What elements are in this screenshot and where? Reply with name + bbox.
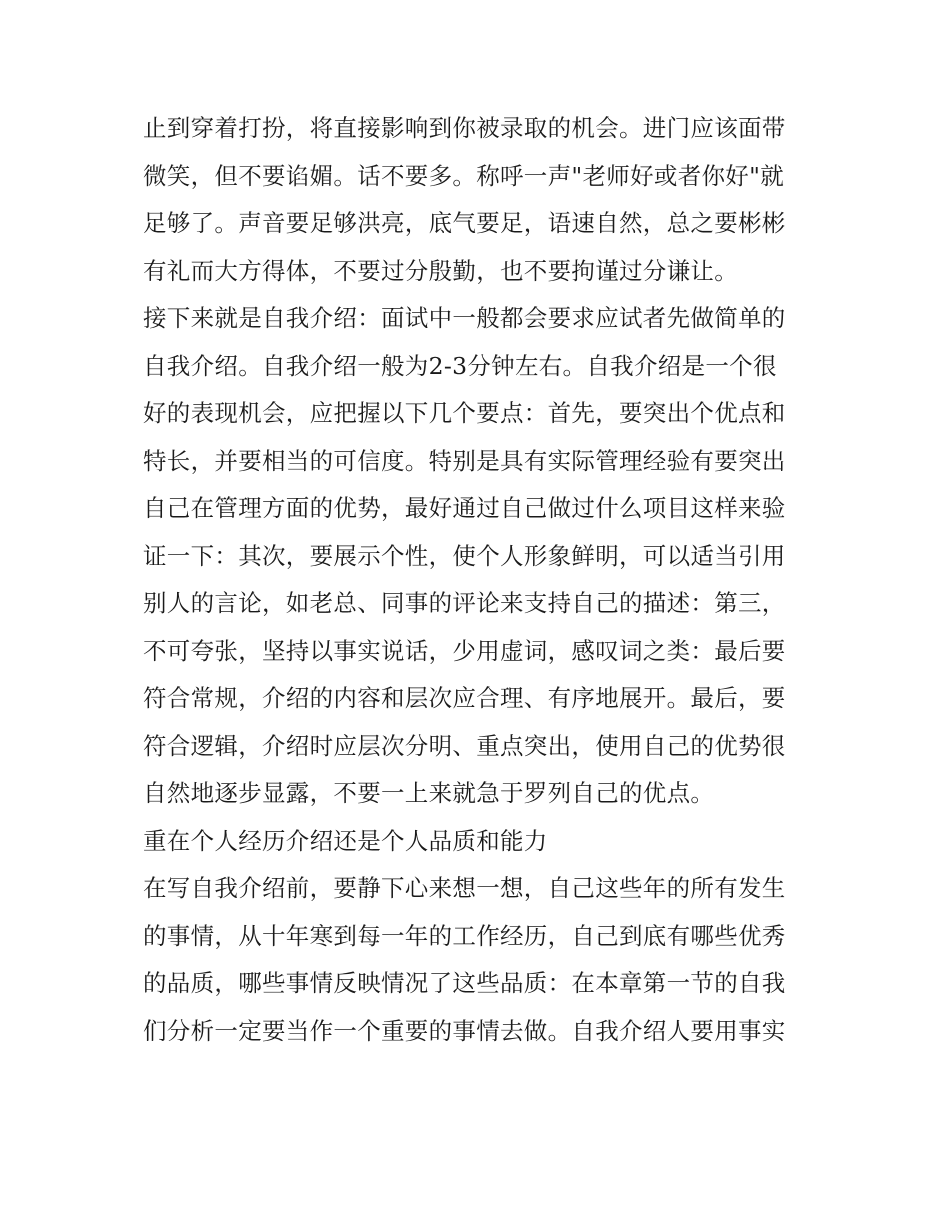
text-line: 有礼而大方得体，不要过分殷勤，也不要拘谨过分谦让。: [143, 256, 738, 285]
text-line: 证一下：其次，要展示个性，使个人形象鲜明，可以适当引用: [143, 541, 786, 570]
section-heading: 重在个人经历介绍还是个人品质和能力: [143, 826, 548, 855]
text-line: 的品质，哪些事情反映情况了这些品质：在本章第一节的自我: [143, 969, 786, 997]
text-line: 自然地逐步显露，不要一上来就急于罗列自己的优点。: [143, 779, 715, 807]
text-line: 符合常规，介绍的内容和层次应合理、有序地展开。最后，要: [143, 684, 786, 712]
text-line: 足够了。声音要足够洪亮，底气要足，语速自然，总之要彬彬: [143, 209, 786, 237]
text-line: 们分析一定要当作一个重要的事情去做。自我介绍人要用事实: [143, 1016, 786, 1045]
text-line: 接下来就是自我介绍：面试中一般都会要求应试者先做简单的: [143, 304, 786, 332]
text-line: 特长，并要相当的可信度。特别是具有实际管理经验有要突出: [143, 446, 786, 475]
text-line: 别人的言论，如老总、同事的评论来支持自己的描述：第三，: [143, 589, 786, 617]
body-text: [143, 105, 823, 1055]
text-line: 自己在管理方面的优势，最好通过自己做过什么项目这样来验: [143, 494, 786, 522]
text-line: 在写自我介绍前，要静下心来想一想，自己这些年的所有发生: [143, 874, 786, 902]
text-line: 的事情，从十年寒到每一年的工作经历，自己到底有哪些优秀: [143, 921, 786, 950]
text-line: 自我介绍。自我介绍一般为2-3分钟左右。自我介绍是一个很: [143, 351, 777, 380]
text-line: 微笑，但不要谄媚。话不要多。称呼一声"老师好或者你好"就: [143, 161, 785, 190]
text-line: 好的表现机会，应把握以下几个要点：首先，要突出个优点和: [143, 399, 786, 427]
text-line: 符合逻辑，介绍时应层次分明、重点突出，使用自己的优势很: [143, 731, 786, 760]
text-line: 止到穿着打扮，将直接影响到你被录取的机会。进门应该面带: [143, 114, 786, 142]
text-line: 不可夸张，坚持以事实说话，少用虚词，感叹词之类：最后要: [143, 636, 786, 665]
